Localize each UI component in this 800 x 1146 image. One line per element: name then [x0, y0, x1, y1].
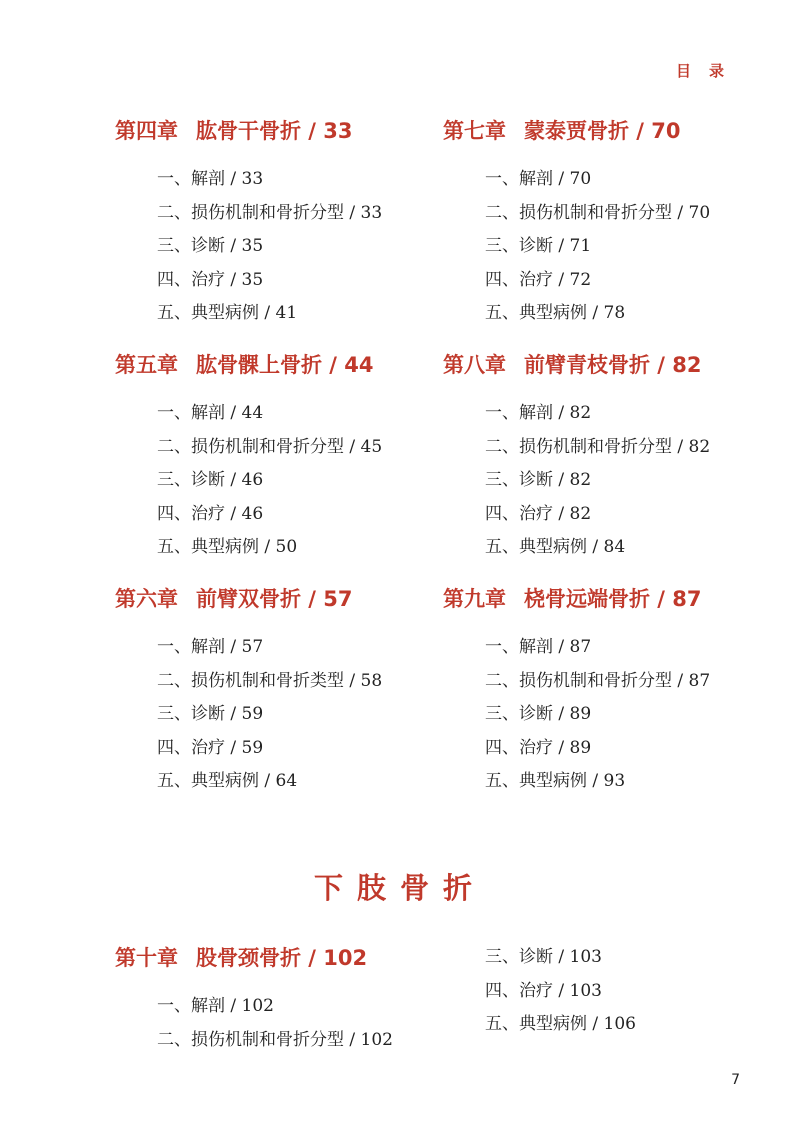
chapter-heading[interactable] — [443, 351, 710, 379]
chapter-title: 股骨颈骨折 / 102 — [196, 946, 368, 970]
chapter-heading[interactable] — [443, 117, 710, 145]
toc-entry[interactable]: 三、诊断 / 35 — [157, 236, 264, 257]
toc-entry[interactable]: 五、典型病例 / 106 — [485, 1014, 636, 1035]
toc-entry[interactable]: 四、治疗 / 46 — [157, 503, 264, 524]
chapter-label: 第十章 — [115, 946, 178, 970]
chapter-title: 桡骨远端骨折 / 87 — [524, 587, 702, 611]
chapter-block — [443, 585, 710, 815]
continued-entry-list — [485, 941, 636, 1042]
toc-entry[interactable]: 五、典型病例 / 84 — [485, 537, 626, 558]
chapter-title: 前臂青枝骨折 / 82 — [524, 353, 702, 377]
chapter-block — [115, 585, 382, 815]
entry-list — [485, 397, 710, 565]
toc-entry[interactable]: 三、诊断 / 46 — [157, 470, 264, 491]
entry-list — [157, 631, 382, 799]
toc-entry[interactable]: 一、解剖 / 87 — [485, 637, 592, 657]
running-header: 目录 — [675, 62, 742, 80]
toc-entry[interactable]: 一、解剖 / 70 — [485, 169, 592, 189]
chapter-title: 前臂双骨折 / 57 — [196, 587, 353, 611]
entry-list — [485, 631, 710, 799]
chapter-label: 第九章 — [443, 587, 506, 611]
chapter-label: 第八章 — [443, 353, 506, 377]
chapter-heading[interactable] — [115, 117, 382, 145]
page-number: 7 — [731, 1072, 740, 1088]
toc-entry[interactable]: 五、典型病例 / 93 — [485, 771, 626, 792]
toc-entry[interactable]: 一、解剖 / 44 — [157, 403, 264, 423]
chapter-block — [115, 944, 393, 1073]
toc-entry[interactable]: 二、损伤机制和骨折分型 / 70 — [485, 202, 711, 223]
toc-entry[interactable]: 三、诊断 / 71 — [485, 236, 592, 257]
toc-entry[interactable]: 二、损伤机制和骨折分型 / 45 — [157, 436, 383, 457]
toc-entry[interactable]: 四、治疗 / 72 — [485, 269, 592, 290]
toc-entry[interactable]: 二、损伤机制和骨折分型 / 33 — [157, 202, 383, 223]
toc-entry[interactable]: 一、解剖 / 33 — [157, 169, 264, 189]
toc-entry[interactable]: 四、治疗 / 89 — [485, 737, 592, 758]
toc-entry[interactable]: 五、典型病例 / 41 — [157, 303, 298, 324]
chapter-block — [115, 117, 382, 347]
toc-entry[interactable]: 二、损伤机制和骨折分型 / 82 — [485, 436, 711, 457]
toc-entry[interactable]: 三、诊断 / 89 — [485, 704, 592, 725]
chapter-heading[interactable] — [115, 351, 382, 379]
chapter-block — [443, 117, 710, 347]
chapter-heading[interactable] — [115, 585, 382, 613]
chapter-title: 蒙泰贾骨折 / 70 — [524, 119, 681, 143]
toc-entry[interactable]: 四、治疗 / 103 — [485, 980, 602, 1001]
toc-entry[interactable]: 一、解剖 / 82 — [485, 403, 592, 423]
toc-entry[interactable]: 三、诊断 / 59 — [157, 704, 264, 725]
toc-entry[interactable]: 五、典型病例 / 50 — [157, 537, 298, 558]
chapter-label: 第五章 — [115, 353, 178, 377]
chapter-heading[interactable] — [443, 585, 710, 613]
chapter-title: 肱骨干骨折 / 33 — [196, 119, 353, 143]
entry-list — [157, 163, 382, 331]
chapter-title: 肱骨髁上骨折 / 44 — [196, 353, 374, 377]
entry-list — [485, 163, 710, 331]
entry-list — [157, 397, 382, 565]
chapter-block — [443, 351, 710, 581]
chapter-heading[interactable] — [115, 944, 393, 972]
toc-entry[interactable]: 五、典型病例 / 78 — [485, 303, 626, 324]
toc-entry[interactable]: 三、诊断 / 82 — [485, 470, 592, 491]
chapter-block — [115, 351, 382, 581]
toc-entry[interactable]: 二、损伤机制和骨折分型 / 102 — [157, 1029, 393, 1050]
toc-entry[interactable]: 四、治疗 / 59 — [157, 737, 264, 758]
section-title: 下肢骨折 — [313, 871, 486, 905]
toc-entry[interactable]: 三、诊断 / 103 — [485, 947, 602, 967]
toc-entry[interactable]: 五、典型病例 / 64 — [157, 771, 298, 792]
toc-entry[interactable]: 四、治疗 / 35 — [157, 269, 264, 290]
chapter-label: 第七章 — [443, 119, 506, 143]
chapter-label: 第六章 — [115, 587, 178, 611]
toc-entry[interactable]: 一、解剖 / 102 — [157, 996, 274, 1016]
entry-list — [157, 990, 393, 1057]
toc-entry[interactable]: 四、治疗 / 82 — [485, 503, 592, 524]
chapter-label: 第四章 — [115, 119, 178, 143]
toc-entry[interactable]: 一、解剖 / 57 — [157, 637, 264, 657]
toc-entry[interactable]: 二、损伤机制和骨折分型 / 87 — [485, 670, 711, 691]
toc-entry[interactable]: 二、损伤机制和骨折类型 / 58 — [157, 670, 383, 691]
